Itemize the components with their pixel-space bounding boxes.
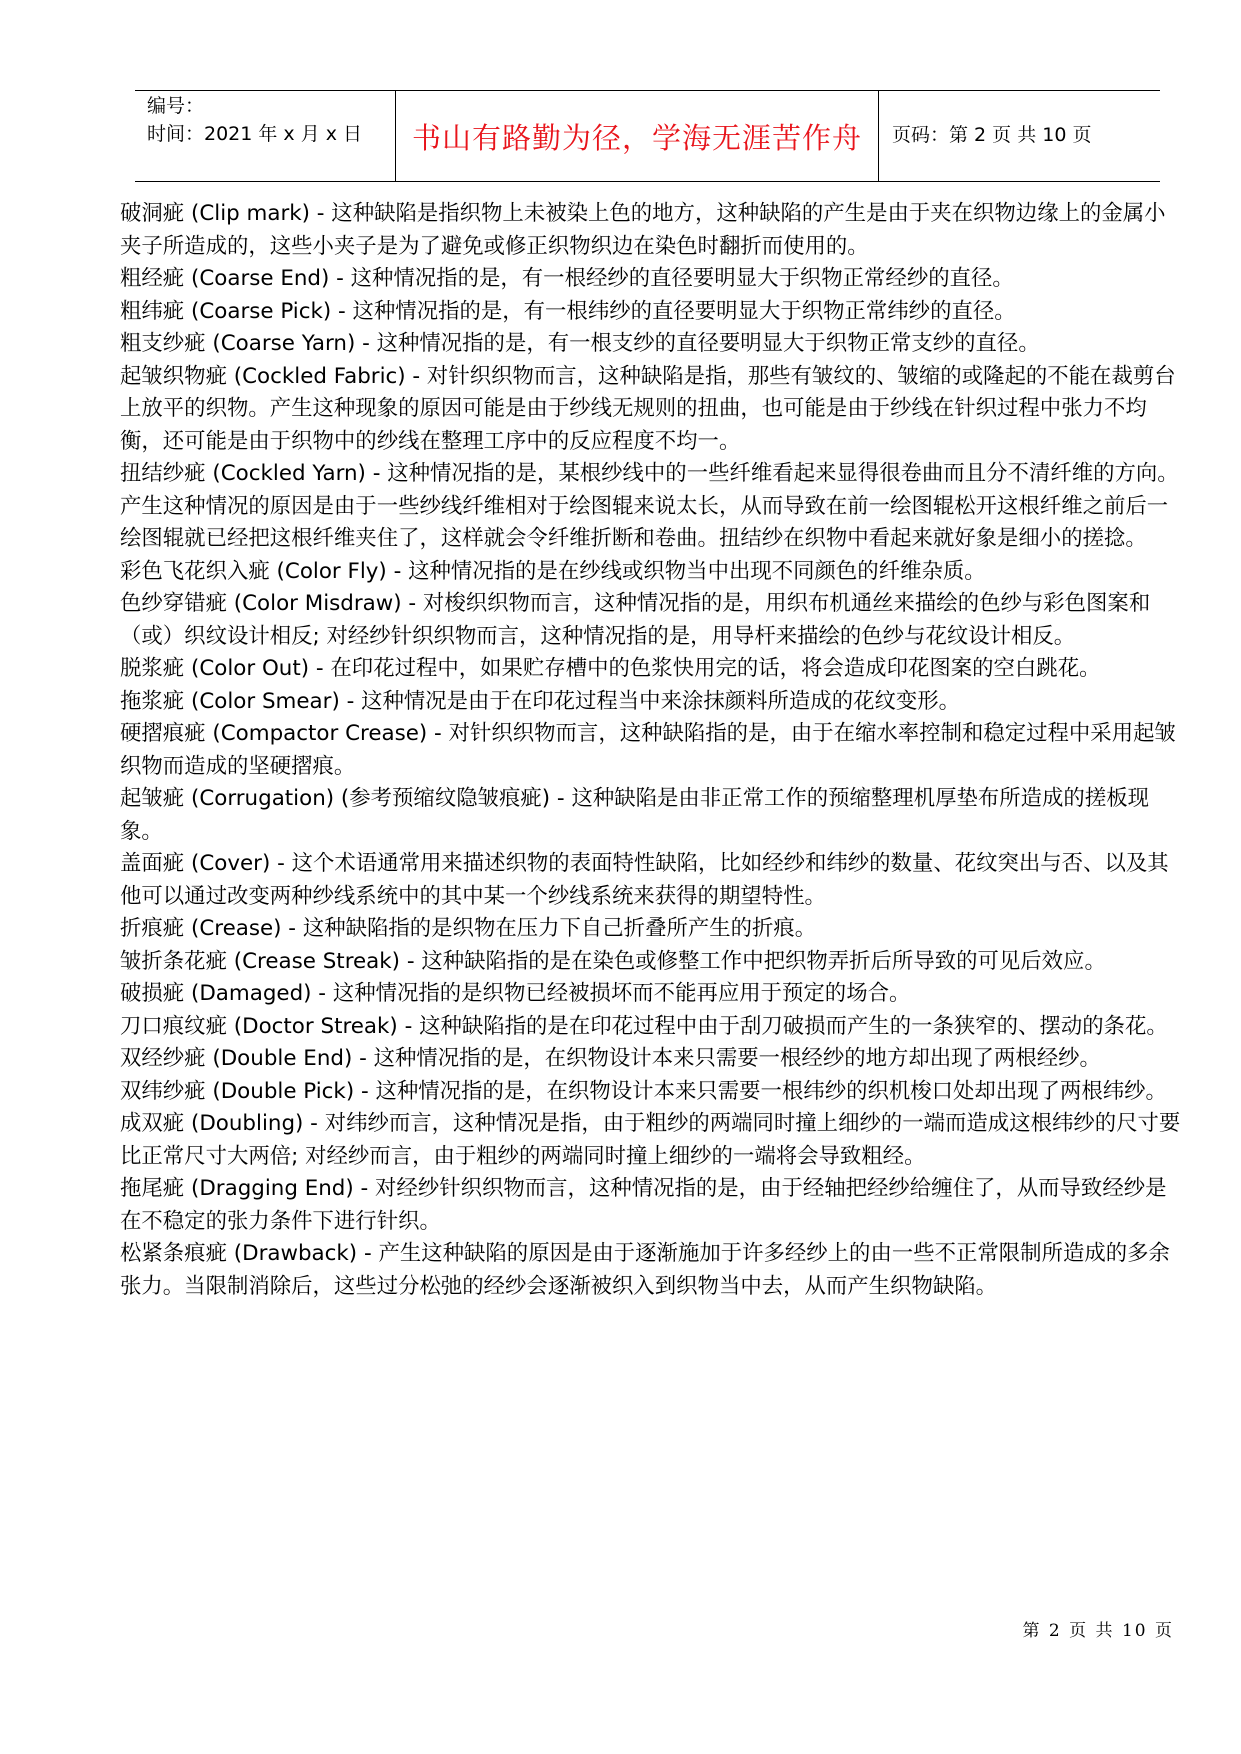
glossary-entry: 破损疵 (Damaged) - 这种情况指的是织物已经被损坏而不能再应用于预定的场合。 [120, 981, 911, 1006]
glossary-entry: 彩色飞花织入疵 (Color Fly) - 这种情况指的是在纱线或织物当中出现不同颜色的纤维杂质。 [120, 558, 986, 584]
glossary-entry: 成双疵 (Doubling) - 对纬纱而言，这种情况是指，由于粗纱的两端同时撞上细纱的一端而造成这根纬纱的尺寸要比正常尺寸大两倍; 对经纱而言，由于粗纱的两端同时撞上细纱的一端将会导致粗经。 [120, 1111, 1181, 1169]
glossary-entry: 粗支纱疵 (Coarse Yarn) - 这种情况指的是，有一根支纱的直径要明显大于织物正常支纱的直径。 [120, 331, 1040, 356]
glossary-entry: 粗经疵 (Coarse End) - 这种情况指的是，有一根经纱的直径要明显大于织物正常经纱的直径。 [120, 266, 1014, 291]
glossary-entry: 盖面疵 (Cover) - 这个术语通常用来描述织物的表面特性缺陷，比如经纱和纬纱的数量、花纹突出与否、以及其他可以通过改变两种纱线系统中的其中某一个纱线系统来获得的期望特性。 [120, 851, 1169, 909]
document-date: 时间：2021 年 x 月 x 日 [147, 123, 363, 145]
glossary-entry: 双纬纱疵 (Double Pick) - 这种情况指的是，在织物设计本来只需要一根纬纱的织机梭口处却出现了两根纬纱。 [120, 1078, 1167, 1104]
glossary-body [120, 198, 1185, 1303]
glossary-entry: 拖尾疵 (Dragging End) - 对经纱针织织物而言，这种情况指的是，由于经轴把经纱给缠住了，从而导致经纱是在不稳定的张力条件下进行针织。 [120, 1176, 1167, 1234]
glossary-entry: 双经纱疵 (Double End) - 这种情况指的是，在织物设计本来只需要一根经纱的地方却出现了两根经纱。 [120, 1046, 1101, 1071]
glossary-entry: 脱浆疵 (Color Out) - 在印花过程中，如果贮存槽中的色浆快用完的话，将会造成印花图案的空白跳花。 [120, 656, 1101, 681]
document-number-label: 编号： [147, 95, 205, 117]
document-header [135, 90, 1160, 182]
glossary-entry: 拖浆疵 (Color Smear) - 这种情况是由于在印花过程当中来涂抹颜料所造成的花纹变形。 [120, 688, 961, 714]
glossary-entry: 色纱穿错疵 (Color Misdraw) - 对梭织织物而言，这种情况指的是，用织布机通丝来描绘的色纱与彩色图案和（或）织纹设计相反; 对经纱针织织物而言，这种情况指的是，用导杆来描绘的色纱与花纹设计相反。 [120, 591, 1151, 649]
glossary-entry: 粗纬疵 (Coarse Pick) - 这种情况指的是，有一根纬纱的直径要明显大于织物正常纬纱的直径。 [120, 298, 1016, 324]
glossary-entry: 刀口痕纹疵 (Doctor Streak) - 这种缺陷指的是在印花过程中由于刮刀破损而产生的一条狭窄的、摆动的条花。 [120, 1013, 1168, 1039]
glossary-entry: 扭结纱疵 (Cockled Yarn) - 这种情况指的是，某根纱线中的一些纤维看起来显得很卷曲而且分不清纤维的方向。产生这种情况的原因是由于一些纱线纤维相对于绘图辊来说太长，从而导致在前一绘图辊松开这根纤维之前后一绘图辊就已经把这根纤维夹住了，这样就会令纤维折断和卷曲。扭结纱在织物中看起来就好象是细小的搓捻。 [120, 461, 1179, 551]
glossary-entry: 硬摺痕疵 (Compactor Crease) - 对针织织物而言，这种缺陷指的是，由于在缩水率控制和稳定过程中采用起皱织物而造成的坚硬摺痕。 [120, 721, 1176, 779]
glossary-entry: 折痕疵 (Crease) - 这种缺陷指的是织物在压力下自己折叠所产生的折痕。 [120, 916, 817, 941]
glossary-entry: 破洞疵 (Clip mark) - 这种缺陷是指织物上未被染上色的地方，这种缺陷的产生是由于夹在织物边缘上的金属小夹子所造成的，这些小夹子是为了避免或修正织物织边在染色时翻折而使用的。 [120, 201, 1166, 259]
header-bottom-rule [135, 181, 1160, 182]
header-divider-right [878, 90, 879, 182]
glossary-entry: 起皱疵 (Corrugation) (参考预缩纹隐皱痕疵) - 这种缺陷是由非正常工作的预缩整理机厚垫布所造成的搓板现象。 [120, 786, 1149, 844]
header-divider-left [395, 90, 396, 182]
header-motto: 书山有路勤为径，学海无涯苦作舟 [411, 121, 862, 155]
header-page-code: 页码：第 2 页 共 10 页 [892, 124, 1092, 146]
page-footer: 第 2 页 共 10 页 [1022, 1621, 1174, 1641]
glossary-entry: 皱折条花疵 (Crease Streak) - 这种缺陷指的是在染色或修整工作中把织物弄折后所导致的可见后效应。 [120, 948, 1106, 974]
glossary-entry: 起皱织物疵 (Cockled Fabric) - 对针织织物而言，这种缺陷是指，那些有皱纹的、皱缩的或隆起的不能在裁剪台上放平的织物。产生这种现象的原因可能是由于纱线无规则的扭曲，也可能是由于纱线在针织过程中张力不均衡，还可能是由于织物中的纱线在整理工序中的反应程度不均一。 [120, 363, 1176, 454]
header-top-rule [135, 90, 1160, 91]
glossary-entry: 松紧条痕疵 (Drawback) - 产生这种缺陷的原因是由于逐渐施加于许多经纱上的由一些不正常限制所造成的多余张力。当限制消除后，这些过分松弛的经纱会逐渐被织入到织物当中去，从而产生织物缺陷。 [120, 1241, 1170, 1299]
header-meta [147, 92, 362, 148]
